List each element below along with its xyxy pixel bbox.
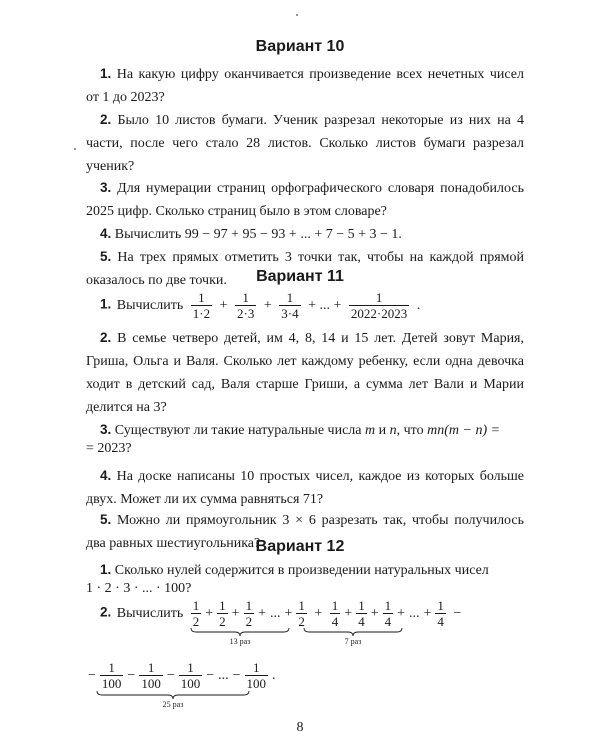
problem-text: Сколько нулей содержится в произведении натуральных чисел bbox=[114, 563, 489, 578]
minus-sign: − bbox=[127, 667, 136, 683]
fraction-quarter: $\frac{1}{4}$ bbox=[384, 598, 392, 629]
problem-number: 1. bbox=[100, 66, 112, 81]
problem-number: 4. bbox=[100, 226, 112, 241]
problem-10-3 bbox=[86, 176, 524, 223]
ellipsis: ... bbox=[269, 605, 281, 621]
section-title-variant-11: Вариант 11 bbox=[256, 268, 344, 285]
problem-text: Вычислить bbox=[116, 605, 184, 621]
problem-number: 3. bbox=[100, 422, 112, 437]
plus-sign: + bbox=[370, 605, 379, 621]
fraction-hundredth: $\frac{1}{100}$ bbox=[141, 660, 161, 691]
plus-sign: + bbox=[231, 605, 240, 621]
scan-speck bbox=[74, 148, 76, 150]
plus-sign: + bbox=[344, 605, 353, 621]
problem-number: 3. bbox=[100, 180, 112, 195]
minus-sign: − bbox=[453, 605, 462, 621]
section-title-variant-12: Вариант 12 bbox=[255, 538, 345, 555]
problem-text: Было 10 листов бумаги. Ученик разрезал некоторые из них на 4 части, после чего стало 28 листов. Сколько листов бумаги разрезал ученик? bbox=[86, 113, 525, 174]
brace-label-13: 13 раз bbox=[229, 637, 251, 646]
fraction-hundredth: $\frac{1}{100}$ bbox=[246, 660, 267, 691]
plus-sign: + bbox=[219, 297, 228, 313]
fraction-quarter: $\frac{1}{4}$ bbox=[358, 598, 365, 629]
problem-number: 1. bbox=[100, 296, 112, 312]
brace-label-25: 25 раз bbox=[162, 700, 184, 709]
problem-text: , что bbox=[396, 423, 428, 438]
problem-number: 1. bbox=[100, 562, 112, 577]
problem-11-2 bbox=[86, 326, 524, 419]
fraction-hundredth: $\frac{1}{100}$ bbox=[101, 660, 122, 691]
problem-text: На трех прямых отметить 3 точки так, чтобы на каждой прямой оказалось по две точки. bbox=[86, 250, 524, 288]
problem-11-4 bbox=[86, 464, 524, 511]
section-title-variant-10: Вариант 10 bbox=[255, 38, 345, 55]
ellipsis-sum: + ... + bbox=[308, 297, 342, 313]
brace-label-7: 7 раз bbox=[344, 637, 362, 646]
problem-10-1 bbox=[86, 62, 524, 109]
minus-sign: − bbox=[88, 667, 96, 683]
problem-12-1-line2: 1 · 2 · 3 · ... · 100? bbox=[86, 581, 192, 596]
expression: mn(m − n) = bbox=[427, 423, 501, 438]
fraction-half: $\frac{1}{2}$ bbox=[245, 598, 253, 629]
underbrace-2 bbox=[303, 627, 403, 637]
scan-speck bbox=[296, 14, 298, 16]
fraction-half: $\frac{1}{2}$ bbox=[219, 598, 226, 629]
plus-sign: + bbox=[258, 605, 266, 621]
plus-sign: + bbox=[263, 297, 272, 313]
ellipsis: ... bbox=[218, 667, 229, 683]
problem-number: 2. bbox=[100, 330, 112, 345]
problem-12-1 bbox=[86, 558, 524, 582]
problem-10-4 bbox=[86, 222, 524, 246]
fraction-half: $\frac{1}{2}$ bbox=[192, 598, 200, 629]
problem-text: Можно ли прямоугольник 3 × 6 разрезать так, чтобы получилось два равных шестиугольника? bbox=[86, 513, 525, 551]
problem-text: Для нумерации страниц орфографического словаря понадобилось 2025 цифр. Сколько страниц было в этом словаре? bbox=[86, 181, 524, 219]
fraction-2: $\frac{1}{2\cdot 3}$ bbox=[237, 290, 255, 321]
variable-n: n bbox=[389, 423, 397, 438]
plus-sign: + bbox=[423, 605, 432, 621]
minus-sign: − bbox=[206, 667, 215, 683]
fraction-hundredth: $\frac{1}{100}$ bbox=[180, 660, 201, 691]
problem-text: Существуют ли такие натуральные числа bbox=[114, 423, 365, 438]
problem-text: Вычислить 99 − 97 + 95 − 93 + ... + 7 − 5 + 3 − 1. bbox=[114, 227, 402, 242]
page-number: 8 bbox=[296, 720, 304, 735]
ellipsis: ... bbox=[409, 605, 420, 621]
problem-number: 2. bbox=[100, 112, 112, 127]
fraction-half: $\frac{1}{2}$ bbox=[298, 598, 305, 629]
fraction-last: $\frac{1}{2022\cdot 2023}$ bbox=[350, 290, 408, 321]
problem-11-1 bbox=[100, 290, 422, 321]
underbrace-3 bbox=[96, 690, 250, 700]
plus-sign: + bbox=[284, 605, 293, 621]
problem-12-2 bbox=[100, 598, 463, 629]
fraction-1: $\frac{1}{1\cdot 2}$ bbox=[192, 290, 211, 321]
problem-number: 5. bbox=[100, 249, 112, 264]
problem-number: 4. bbox=[100, 468, 112, 483]
problem-12-2-line2 bbox=[86, 660, 278, 691]
fraction-3: $\frac{1}{3\cdot 4}$ bbox=[281, 290, 299, 321]
problem-number: 2. bbox=[100, 604, 112, 620]
plus-sign: + bbox=[314, 605, 323, 621]
formula-end: . bbox=[416, 297, 421, 313]
formula-end: . bbox=[272, 667, 276, 683]
plus-sign: + bbox=[397, 605, 405, 621]
problem-text: В семье четверо детей, им 4, 8, 14 и 15 лет. Детей зовут Мария, Гриша, Ольга и Валя. Сколько лет каждому ребенку, если одна девочка ходит в детский сад, Валя старше Гриши, а сумма лет Вали и Марии делится на 3? bbox=[86, 331, 525, 415]
underbrace-1 bbox=[190, 627, 290, 637]
problem-text: На доске написаны 10 простых чисел, каждое из которых больше двух. Может ли их сумма равняться 71? bbox=[86, 469, 525, 507]
variable-m: m bbox=[365, 423, 376, 438]
plus-sign: + bbox=[205, 605, 214, 621]
problem-text: и bbox=[375, 423, 390, 438]
problem-11-3 bbox=[86, 418, 524, 442]
fraction-quarter: $\frac{1}{4}$ bbox=[437, 598, 444, 629]
fraction-quarter: $\frac{1}{4}$ bbox=[331, 598, 339, 629]
problem-number: 5. bbox=[100, 512, 112, 527]
minus-sign: − bbox=[166, 667, 175, 683]
problem-text: На какую цифру оканчивается произведение всех нечетных чисел от 1 до 2023? bbox=[86, 67, 524, 105]
problem-10-2 bbox=[86, 108, 524, 178]
minus-sign: − bbox=[232, 667, 241, 683]
problem-text: Вычислить bbox=[116, 297, 184, 313]
problem-11-3-line2: = 2023? bbox=[86, 441, 132, 456]
